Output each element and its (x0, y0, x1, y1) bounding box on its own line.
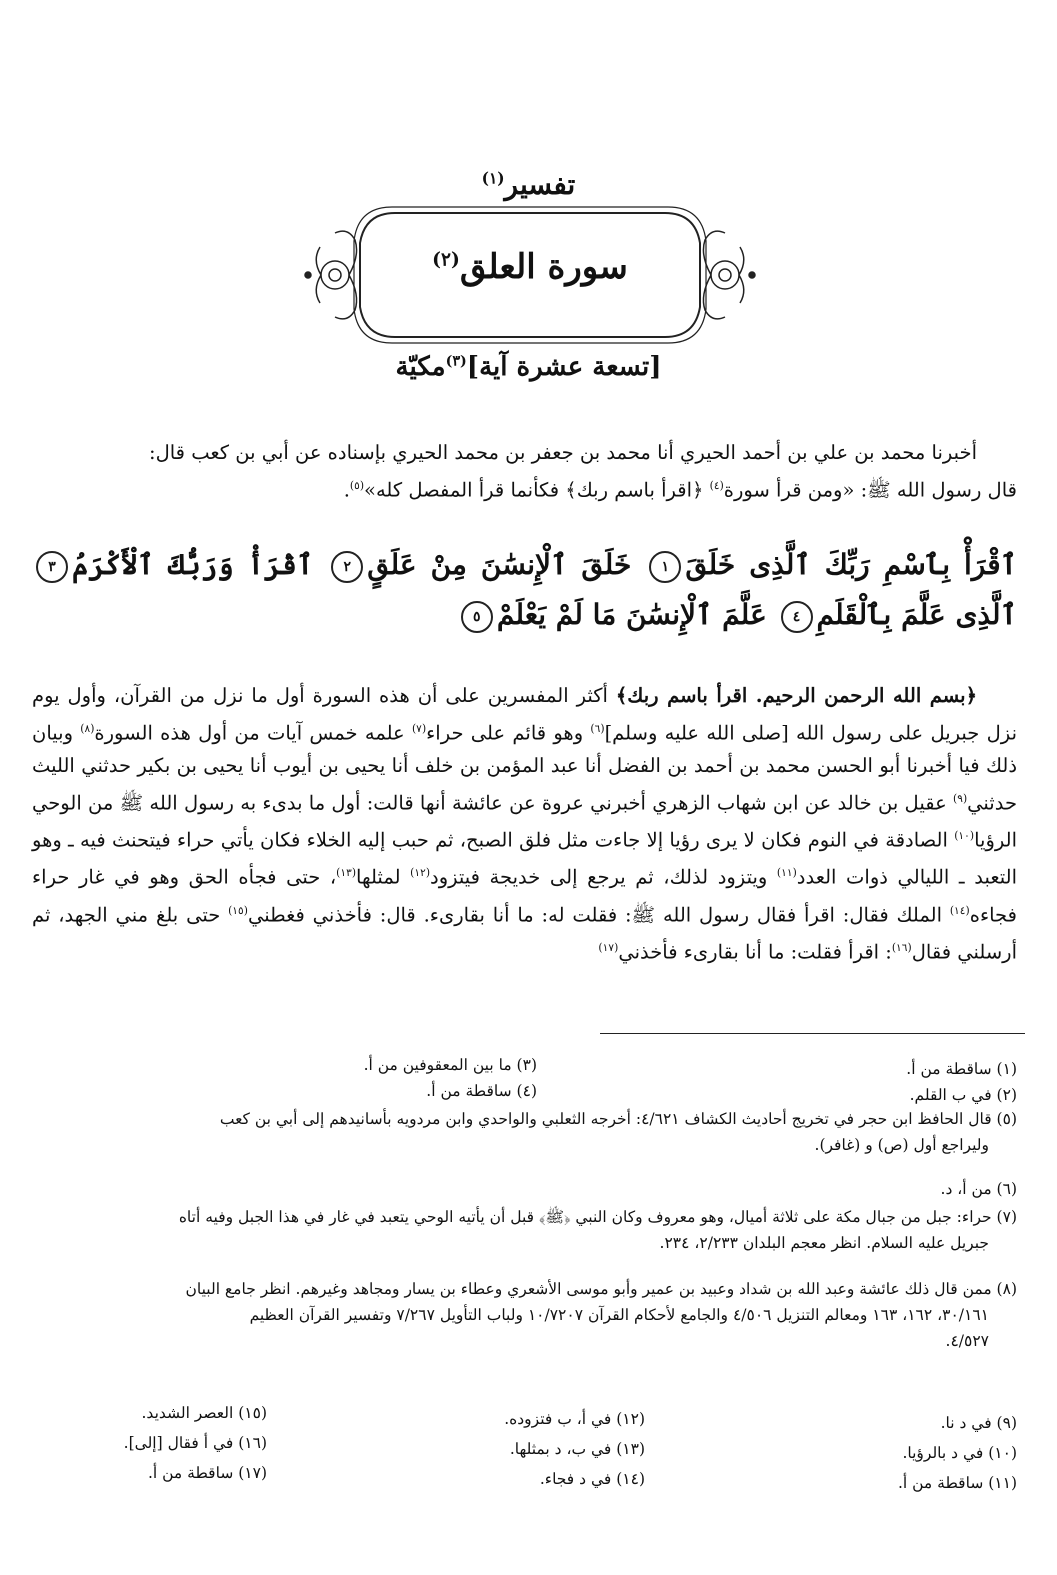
commentary-span: ، حتى فجأه الحق وهو في غار حراء فجاءه (32, 865, 1017, 927)
ayah-text: ٱقْرَأْ وَرَبُّكَ ٱلْأَكْرَمُ (72, 548, 314, 581)
ayah-number-icon: ٢ (331, 551, 363, 583)
hadith-text: ﴿اقرأ باسم ربك﴾ فكأنما قرأ المفصل كله» (364, 478, 704, 502)
isnad-line: أخبرنا محمد بن علي بن أحمد الحيري أنا محمد بن جعفر بن محمد الحيري بإسناده عن أبي بن كعب قال: (149, 441, 977, 464)
commentary-lemma: ﴿بسم الله الرحمن الرحيم. اقرأ باسم ربك﴾ (615, 684, 977, 707)
footnote-17: (١٧) ساقطة من أ. (147, 1464, 267, 1482)
footnote-ref: (٣) (445, 353, 467, 370)
footnote-12: (١٢) في أ، ب فتزوده. (504, 1410, 645, 1428)
isnad-paragraph (32, 436, 1017, 507)
hadith-text: قال رسول الله ﷺ: «ومن قرأ سورة (723, 478, 1017, 502)
commentary-text (32, 680, 1017, 969)
ayah-text: ٱلَّذِى عَلَّمَ بِٱلْقَلَمِ (816, 598, 1017, 631)
footnote-5-line: (٥) قال الحافظ ابن حجر في تخريج أحاديث الكشاف ٤/٦٢١: أخرجه الثعلبي والواحدي وابن مردويه بأسانيدهم إلى أبي بن كعب (219, 1110, 1017, 1128)
footnote-9: (٩) في د نا. (940, 1414, 1017, 1432)
footnote-11: (١١) ساقطة من أ. (897, 1474, 1017, 1492)
ayah-text: عَلَّمَ ٱلْإِنسَٰنَ مَا لَمْ يَعْلَمْ (496, 598, 767, 631)
footnote-8 (32, 1276, 1017, 1354)
commentary-span: أكثر المفسرين على أن هذه السورة أول ما نزل من القرآن، وأول يوم نزل جبريل على رسول الله [صلى الله عليه وسلم] (32, 684, 1017, 745)
footnote-ref: (٥) (349, 479, 365, 492)
footnote-ref: (١٥) (228, 903, 248, 917)
footnote-8-line: ٣٠/١٦١، ١٦٢، ١٦٣ ومعالم التنزيل ٤/٥٠٦ والجامع لأحكام القرآن ١٠/٧٢٠٧ ولباب التأويل ٧/٢٦٧ وتفسير القرآن العظيم (249, 1306, 989, 1324)
footnote-ref: (٧) (411, 721, 427, 735)
ayah-text: خَلَقَ ٱلْإِنسَٰنَ مِنْ عَلَقٍ (367, 548, 632, 581)
ayah-text: ٱقْرَأْ بِٱسْمِ رَبِّكَ ٱلَّذِى خَلَقَ (685, 548, 1018, 581)
ayah-number-icon: ٤ (781, 601, 813, 633)
footnote-ref: (٢) (432, 248, 460, 271)
sura-title-frame (300, 205, 760, 345)
footnote-16: (١٦) في أ فقال [إلى]. (123, 1434, 267, 1452)
footnote-ref: (٦) (590, 721, 605, 735)
sura-title (300, 247, 760, 287)
commentary-span: عقيل بن خالد عن ابن شهاب الزهري أخبرني عروة عن عائشة أنها قالت: أول ما بدىء به رسول الله ﷺ من الوحي الرؤيا (32, 791, 1017, 852)
commentary-span: الملك فقال: اقرأ فقال رسول الله ﷺ: فقلت له: ما أنا بقارىء. قال: فأخذني فغطني (247, 903, 950, 927)
footnote-7 (32, 1204, 1017, 1256)
footnote-8-line: (٨) ممن قال ذلك عائشة وعبد الله بن شداد وعبيد بن عمير وأبو موسى الأشعري وعطاء بن يسار ومجاهد وغيرهم. انظر جامع البيان (185, 1280, 1017, 1298)
commentary-span: الصادقة في النوم فكان لا يرى رؤيا إلا جاءت مثل فلق الصبح، ثم حبب إليه الخلاء فكان يأتي حراء فيتحنث فيه ـ وهو التعبد ـ الليالي ذوات العدد (32, 828, 1017, 889)
footnote-7-line: (٧) حراء: جبل من جبال مكة على ثلاثة أميال، وهو معروف وكان النبي ﴿ﷺ﴾ قبل أن يأتيه الوحي يتعبد في غار في هذا الجبل وفيه أتاه (178, 1208, 1017, 1226)
sura-name: سورة العلق (459, 247, 628, 287)
verse-count-text: [تسعة عشرة آية] (466, 352, 662, 382)
commentary-span: وبيان ذلك فيا أخبرنا أبو الحسن محمد بن أحمد بن الفضل أنا عبد المؤمن بن خلف أنا يحيى بن أيوب أنا يحيى بن بكير حدثني الليث حدثني (32, 721, 1017, 815)
footnote-ref: (١٧) (598, 941, 619, 955)
hadith-end: . (343, 478, 350, 502)
footnote-ref: (١) (481, 169, 505, 188)
footnote-1: (١) ساقطة من أ. (906, 1060, 1017, 1078)
footnote-4: (٤) ساقطة من أ. (426, 1082, 537, 1100)
footnote-3: (٣) ما بين المعقوفين من أ. (363, 1056, 537, 1074)
commentary-span: وهو قائم على حراء (426, 721, 591, 745)
footnote-ref: (١٢) (410, 866, 431, 880)
verse-count-type: مكيّة (395, 352, 446, 382)
footnote-ref: (٨) (80, 721, 95, 735)
hadith-line (32, 469, 1017, 507)
commentary-paragraph (32, 680, 1017, 969)
footnote-15: (١٥) العصر الشديد. (141, 1404, 267, 1422)
commentary-span: : اقرأ فقلت: ما أنا بقارىء فأخذني (618, 940, 892, 964)
footnote-ref: (١٤) (949, 903, 970, 917)
footnote-ref: (٤) (709, 479, 724, 492)
footnote-13: (١٣) في ب، د بمثلها. (509, 1440, 645, 1458)
commentary-span: حتى بلغ مني الجهد، ثم أرسلني فقال (32, 903, 1017, 964)
footnote-ref: (١١) (776, 866, 797, 880)
tafsir-heading-word: تفسير (504, 168, 576, 201)
footnote-7-line: جبريل عليه السلام. انظر معجم البلدان ٢/٢٣٣، ٢٣٤. (659, 1234, 989, 1252)
footnote-6: (٦) من أ، د. (940, 1180, 1017, 1198)
tafsir-heading (0, 168, 1057, 201)
footnote-ref: (١٦) (891, 941, 912, 955)
footnote-2: (٢) في ب القلم. (909, 1086, 1017, 1104)
footnote-ref: (١٠) (954, 829, 975, 843)
footnote-8-line: ٤/٥٢٧. (945, 1332, 989, 1350)
footnote-10: (١٠) في د بالرؤيا. (902, 1444, 1017, 1462)
commentary-span: علمه خمس آيات من أول هذه السورة (94, 721, 412, 745)
footnote-5 (32, 1106, 1017, 1158)
commentary-span: ويتزود لذلك، ثم يرجع إلى خديجة فيتزود (430, 865, 777, 889)
footnote-divider (600, 1033, 1025, 1034)
footnote-14: (١٤) في د فجاء. (539, 1470, 645, 1488)
footnote-ref: (١٣) (336, 866, 357, 880)
commentary-span: لمثلها (356, 865, 411, 889)
quran-verses (32, 540, 1017, 640)
ayah-number-icon: ٥ (461, 601, 493, 633)
ayah-number-icon: ١ (649, 551, 681, 583)
footnote-5-line: وليراجع أول (ص) و (غافر). (814, 1136, 989, 1154)
footnote-ref: (٩) (953, 791, 968, 805)
verse-count (0, 352, 1057, 382)
ayah-number-icon: ٣ (36, 551, 68, 583)
